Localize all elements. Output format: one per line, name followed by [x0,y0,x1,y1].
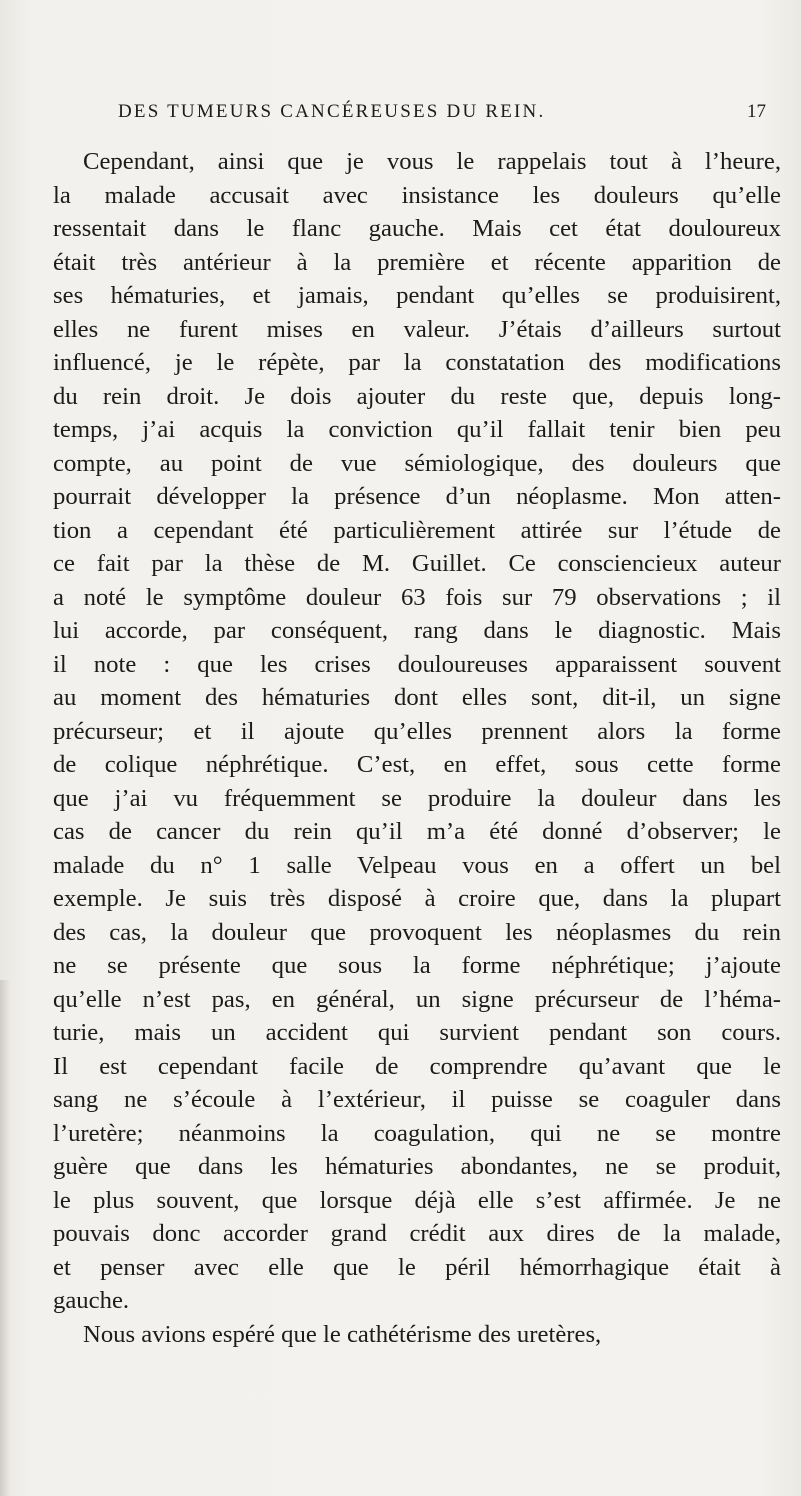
text-line: des cas, la douleur que provoquent les néoplasmes du rein [53,918,781,946]
body-text [53,145,781,1351]
text-line: l’uretère; néanmoins la coagulation, qui ne se montre [53,1119,781,1147]
text-line: et penser avec elle que le péril hémorrhagique était à [53,1253,781,1281]
text-line: cas de cancer du rein qu’il m’a été donné d’observer; le [53,818,781,845]
text-line: il note : que les crises douloureuses apparaissent souvent [53,650,781,678]
text-line: ses hématuries, et jamais, pendant qu’elles se produisirent, [53,282,781,309]
text-line: ressentait dans le flanc gauche. Mais cet état douloureux [53,215,781,242]
text-line: précurseur; et il ajoute qu’elles prennent alors la forme [53,717,781,745]
text-line: le plus souvent, que lorsque déjà elle s’est affirmée. Je ne [53,1186,781,1214]
text-line: turie, mais un accident qui survient pendant son cours. [53,1019,781,1046]
text-line: qu’elle n’est pas, en général, un signe précurseur de l’héma- [53,985,781,1013]
text-line: Cependant, ainsi que je vous le rappelais tout à l’heure, [83,148,781,175]
text-line: au moment des hématuries dont elles sont, dit-il, un signe [53,684,781,711]
text-line: lui accorde, par conséquent, rang dans le diagnostic. Mais [53,617,781,644]
text-line: elles ne furent mises en valeur. J’étais d’ailleurs surtout [53,315,781,343]
text-line: que j’ai vu fréquemment se produire la douleur dans les [53,784,781,812]
text-line: exemple. Je suis très disposé à croire que, dans la plupart [53,885,781,912]
text-line: malade du n° 1 salle Velpeau vous en a offert un bel [53,851,781,879]
text-line: de colique néphrétique. C’est, en effet, sous cette forme [53,751,781,778]
text-line: du rein droit. Je dois ajouter du reste que, depuis long- [53,382,781,410]
page-gutter-shadow [0,980,10,1496]
page-header [118,101,766,141]
text-line: a noté le symptôme douleur 63 fois sur 79 observations ; il [53,583,781,611]
text-line: gauche. [53,1287,130,1314]
text-line: ne se présente que sous la forme néphrétique; j’ajoute [53,952,781,979]
text-line: influencé, je le répète, par la constatation des modifications [53,349,781,376]
text-line: était très antérieur à la première et récente apparition de [53,248,781,276]
text-line: temps, j’ai acquis la conviction qu’il fallait tenir bien peu [53,416,781,443]
text-line: Il est cependant facile de comprendre qu’avant que le [53,1052,781,1080]
text-line: compte, au point de vue sémiologique, des douleurs que [53,449,781,477]
text-line: pourrait développer la présence d’un néoplasme. Mon atten- [53,483,781,510]
page-number: 17 [747,101,766,122]
running-head: DES TUMEURS CANCÉREUSES DU REIN. [118,101,546,122]
text-line: la malade accusait avec insistance les douleurs qu’elle [53,181,781,209]
text-line: tion a cependant été particulièrement attirée sur l’étude de [53,516,781,544]
text-line: guère que dans les hématuries abondantes, ne se produit, [53,1153,781,1180]
text-line: ce fait par la thèse de M. Guillet. Ce consciencieux auteur [53,550,781,577]
text-line: pouvais donc accorder grand crédit aux dires de la malade, [53,1220,781,1247]
text-line: sang ne s’écoule à l’extérieur, il puisse se coaguler dans [53,1086,781,1113]
text-line: Nous avions espéré que le cathétérisme des uretères, [83,1320,602,1348]
